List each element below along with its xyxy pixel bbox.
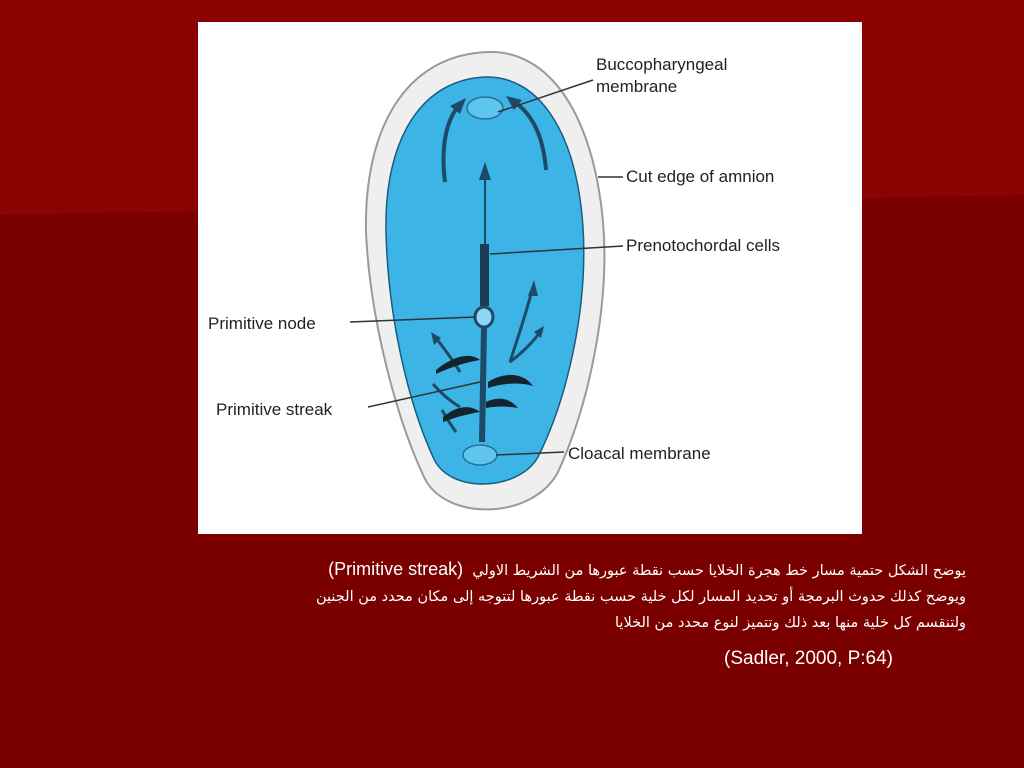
buccopharyngeal-membrane — [467, 97, 503, 119]
caption-line-1-arabic: يوضح الشكل حتمية مسار خط هجرة الخلايا حسب نقطة عبورها من الشريط الاولي — [472, 563, 966, 579]
caption-line-2: ويوضح كذلك حدوث البرمجة أو تحديد المسار لكل خلية حسب نقطة عبورها لتتوجه إلى مكان محدد من الجنين — [316, 589, 966, 605]
caption-line-1 — [46, 556, 966, 584]
cloacal-membrane — [463, 445, 497, 465]
label-primitive-streak: Primitive streak — [216, 400, 333, 419]
label-buccopharyngeal-1: Buccopharyngeal — [596, 55, 728, 74]
primitive-streak — [482, 327, 484, 442]
primitive-node — [475, 307, 493, 327]
embryo-diagram — [198, 22, 862, 534]
citation: (Sadler, 2000, P:64) — [724, 648, 893, 669]
label-primitive-node: Primitive node — [208, 314, 316, 333]
caption — [46, 556, 966, 636]
label-cut-edge: Cut edge of amnion — [626, 167, 775, 186]
caption-term: (Primitive streak) — [328, 559, 464, 579]
label-buccopharyngeal-2: membrane — [596, 77, 678, 96]
label-prenotochordal: Prenotochordal cells — [626, 236, 781, 255]
prenotochordal-cells — [480, 244, 489, 306]
caption-line-3: ولتنقسم كل خلية منها بعد ذلك وتتميز لنوع محدد من الخلايا — [615, 615, 966, 631]
label-cloacal: Cloacal membrane — [568, 444, 711, 463]
